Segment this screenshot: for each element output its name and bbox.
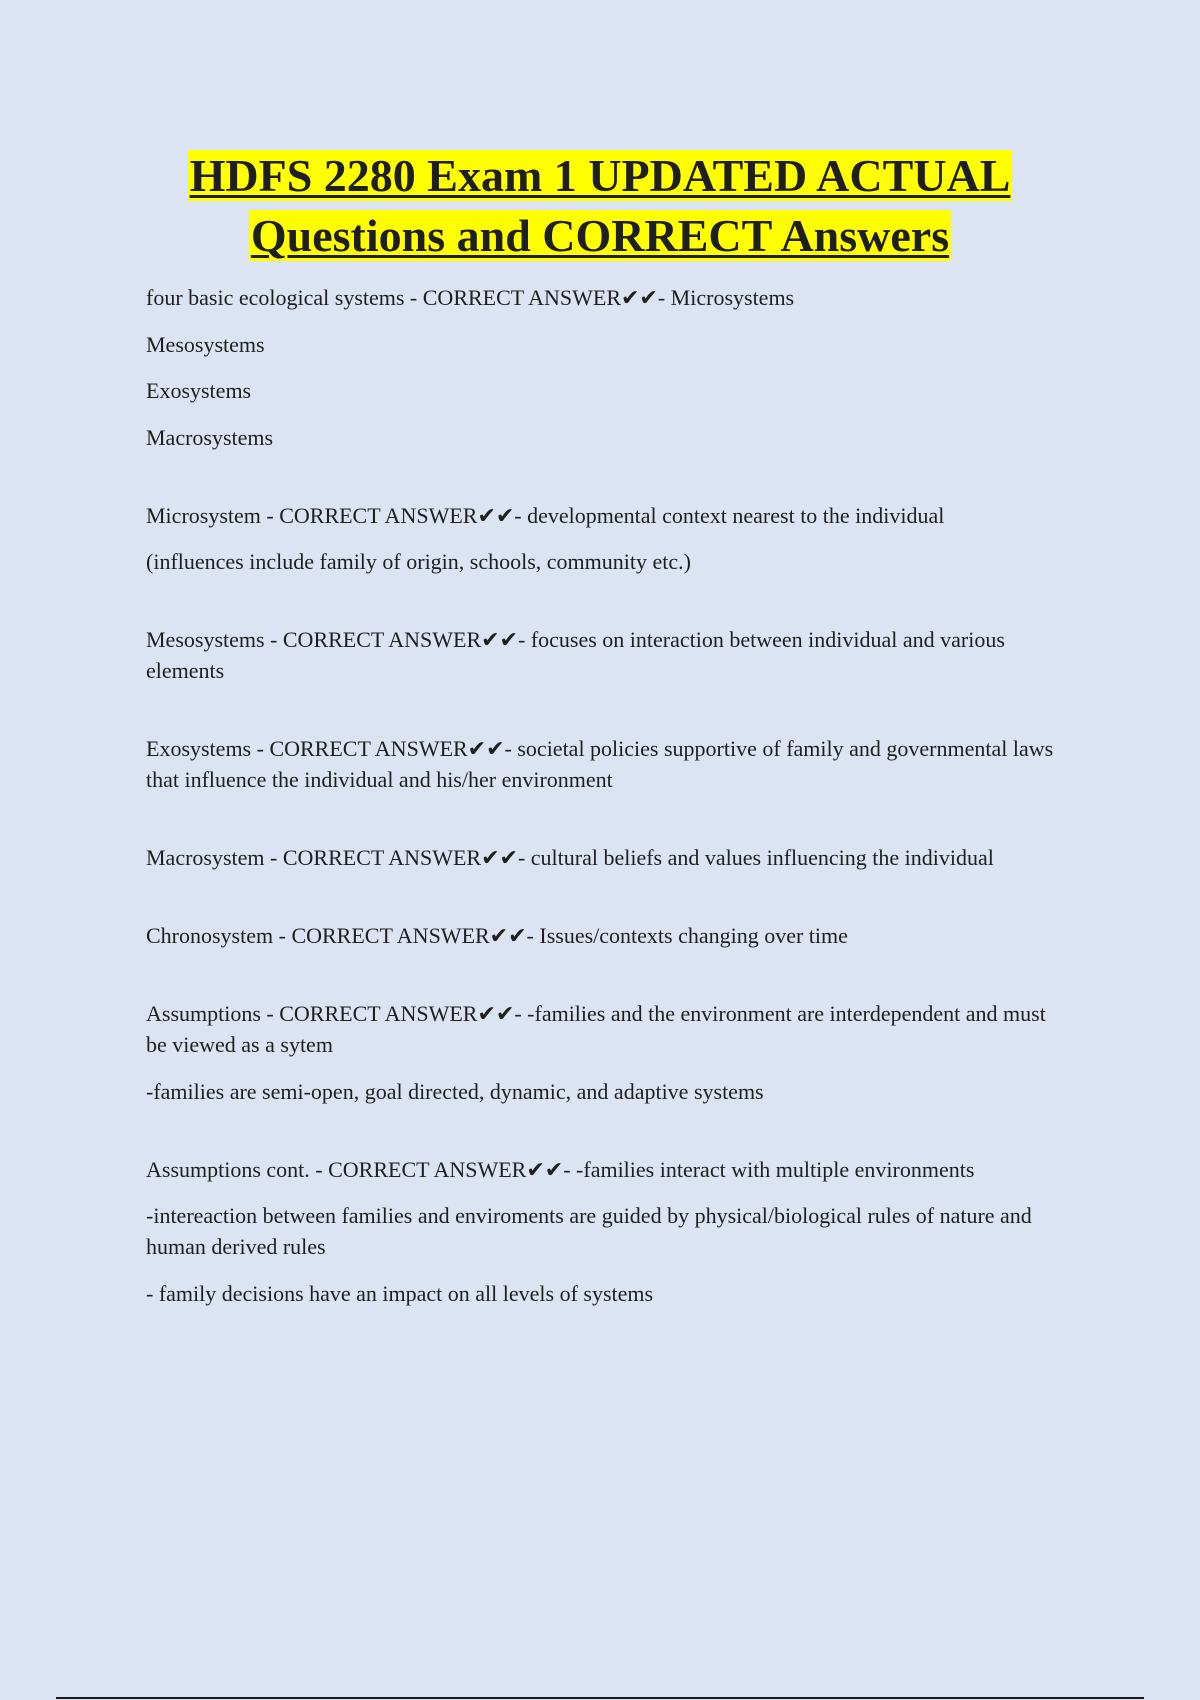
qa-line: -intereaction between families and enviroments are guided by physical/biological rules of nature and human derived rules: [146, 1203, 1032, 1259]
qa-entry: [146, 998, 1066, 1107]
qa-line: (influences include family of origin, schools, community etc.): [146, 549, 691, 574]
qa-entry: [146, 842, 1066, 873]
qa-line: Macrosystems: [146, 424, 274, 450]
qa-line: Assumptions cont. - CORRECT ANSWER✔✔- -families interact with multiple environments: [146, 1156, 975, 1182]
qa-line: Macrosystem - CORRECT ANSWER✔✔- cultural beliefs and values influencing the individual: [146, 845, 994, 870]
qa-line: -families are semi-open, goal directed, dynamic, and adaptive systems: [146, 1078, 764, 1104]
qa-entry: [146, 1154, 1066, 1309]
qa-line: Exosystems: [146, 378, 252, 403]
page-bottom-rule: [56, 1697, 1144, 1699]
qa-line: Microsystem - CORRECT ANSWER✔✔- developmental context nearest to the individual: [146, 502, 945, 528]
qa-line: Mesosystems - CORRECT ANSWER✔✔- focuses on interaction between individual and various elements: [146, 627, 1005, 683]
document-title: [0, 146, 1200, 266]
qa-entry: [146, 920, 1066, 951]
qa-line: Assumptions - CORRECT ANSWER✔✔- -families and the environment are interdependent and must be viewed as a sytem: [146, 1001, 1046, 1057]
qa-list: [146, 282, 1066, 1324]
qa-line: Exosystems - CORRECT ANSWER✔✔- societal policies supportive of family and governmental laws that influence the individual and his/her environment: [146, 736, 1054, 792]
qa-line: - family decisions have an impact on all levels of systems: [146, 1280, 654, 1306]
qa-entry: [146, 282, 1066, 453]
title-line-1: HDFS 2280 Exam 1 UPDATED ACTUAL: [189, 150, 1011, 201]
qa-entry: [146, 500, 1066, 578]
qa-line: four basic ecological systems - CORRECT ANSWER✔✔- Microsystems: [146, 285, 795, 310]
qa-line: Chronosystem - CORRECT ANSWER✔✔- Issues/contexts changing over time: [146, 923, 848, 948]
qa-entry: [146, 624, 1066, 686]
title-line-2: Questions and CORRECT Answers: [250, 210, 950, 261]
qa-line: Mesosystems: [146, 331, 265, 357]
qa-entry: [146, 733, 1066, 795]
